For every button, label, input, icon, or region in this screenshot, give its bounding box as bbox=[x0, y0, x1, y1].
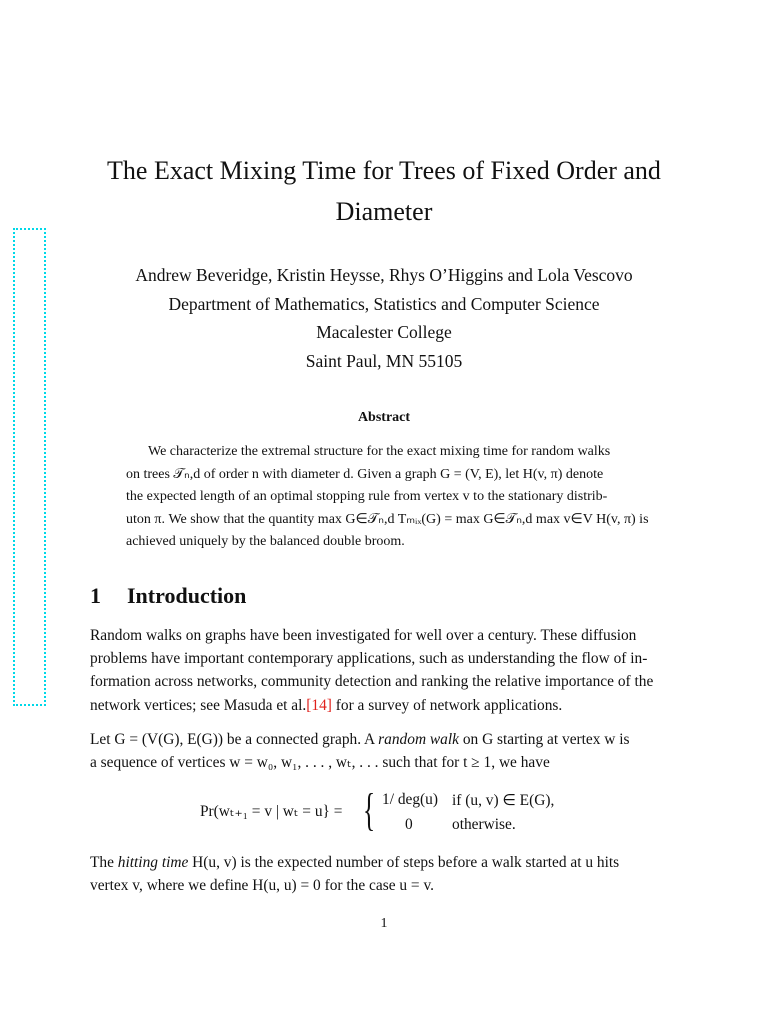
paragraph-line: problems have important contemporary applications, such as understanding the flow of in- bbox=[90, 650, 648, 668]
abstract-line: We characterize the extremal structure for the exact mixing time for random walks bbox=[148, 444, 611, 459]
section-number: 1 bbox=[90, 583, 101, 608]
affiliation-department: Department of Mathematics, Statistics and Computer Science bbox=[168, 293, 600, 314]
abstract-line: achieved uniquely by the balanced double broom. bbox=[126, 534, 405, 550]
equation-case1-condition: if (u, v) ∈ E(G), bbox=[452, 792, 555, 809]
author-list: Andrew Beveridge, Kristin Heysse, Rhys O’Higgins and Lola Vescovo bbox=[135, 265, 633, 285]
paragraph-line: a sequence of vertices w = w₀, w₁, . . . , wₜ, . . . such that for t ≥ 1, we have bbox=[90, 754, 550, 772]
equation-case2-condition: otherwise. bbox=[452, 816, 516, 833]
paragraph-text: network vertices; see Masuda et al. bbox=[90, 696, 307, 714]
paragraph-line: vertex v, where we define H(u, u) = 0 for the case u = v. bbox=[90, 877, 434, 895]
defined-term: hitting time bbox=[117, 854, 189, 871]
intro-paragraph bbox=[90, 624, 679, 717]
paragraph-line: Random walks on graphs have been investigated for well over a century. These diffusion bbox=[90, 627, 637, 644]
equation-case2-value: 0 bbox=[405, 816, 413, 833]
affiliation-address: Saint Paul, MN 55105 bbox=[305, 350, 463, 371]
abstract-heading: Abstract bbox=[357, 410, 411, 425]
section-heading bbox=[90, 581, 246, 611]
equation-lhs: Pr(wₜ₊₁ = v | wₜ = u} = bbox=[200, 803, 343, 820]
paragraph-line: formation across networks, community detection and ranking the relative importance of the bbox=[90, 673, 654, 691]
paragraph-line: The hitting time H(u, v) is the expected number of steps before a walk started at u hits bbox=[90, 854, 620, 871]
hyperlink-box[interactable] bbox=[13, 228, 46, 706]
citation-link[interactable]: [14] bbox=[306, 696, 332, 714]
paper-title bbox=[80, 150, 688, 232]
affiliation-institution: Macalester College bbox=[316, 322, 452, 342]
equation-brace: { bbox=[363, 784, 376, 835]
section-title: Introduction bbox=[127, 583, 247, 608]
title-line: The Exact Mixing Time for Trees of Fixed Order and bbox=[107, 156, 661, 185]
paragraph-text bbox=[90, 697, 562, 714]
page-number: 1 bbox=[380, 916, 388, 931]
author-block bbox=[80, 261, 688, 375]
abstract-line: on trees 𝒯ₙ,d of order n with diameter d. Given a graph G = (V, E), let H(v, π) denote bbox=[126, 466, 604, 482]
paragraph-line: Let G = (V(G), E(G)) be a connected graph. A random walk on G starting at vertex w is bbox=[90, 731, 630, 748]
random-walk-definition bbox=[90, 728, 679, 774]
transition-probability-equation bbox=[200, 784, 620, 841]
paragraph-text: for a survey of network applications. bbox=[331, 696, 563, 714]
defined-term: random walk bbox=[378, 731, 459, 748]
abstract-line: uton π. We show that the quantity max G∈𝒯ₙ,d Tₘᵢₓ(G) = max G∈𝒯ₙ,d max v∈V H(v, π) is bbox=[126, 511, 649, 527]
equation-case1-value: 1/ deg(u) bbox=[382, 791, 438, 808]
paragraph-line-with-citation bbox=[90, 694, 679, 717]
hitting-time-definition bbox=[90, 851, 679, 897]
abstract-text bbox=[126, 441, 649, 554]
abstract-line: the expected length of an optimal stopping rule from vertex v to the stationary distrib- bbox=[126, 489, 608, 505]
title-line: Diameter bbox=[335, 197, 433, 226]
